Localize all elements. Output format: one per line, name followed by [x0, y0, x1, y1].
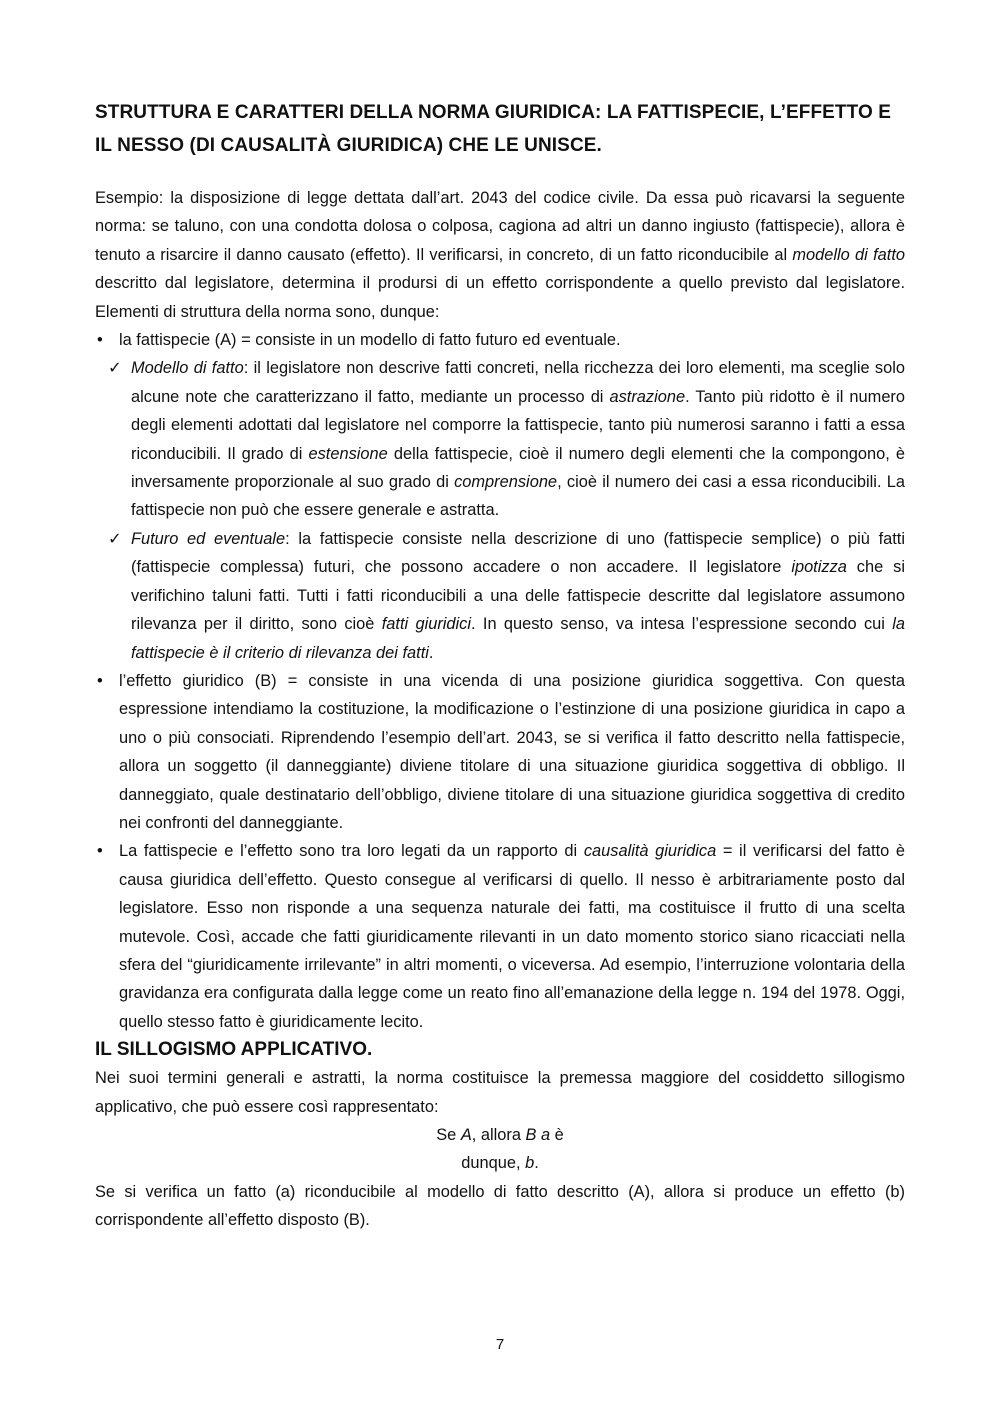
- check-icon: ✓: [108, 529, 122, 548]
- check-item-emphasis: Modello di fatto: [131, 359, 244, 378]
- intro-paragraph: [95, 184, 905, 326]
- check-item-text: della fattispecie, cioè il numero degli elementi che la compongono, è inversamente proporzionale al suo grado di: [131, 444, 906, 492]
- check-item-emphasis: comprensione: [454, 473, 558, 492]
- intro-emphasis: modello di fatto: [792, 245, 905, 264]
- check-item-emphasis: ipotizza: [791, 558, 847, 577]
- check-item-modello: [95, 354, 905, 524]
- check-item-emphasis: la fattispecie è il criterio di rilevanza dei fatti: [131, 615, 905, 662]
- formula-text: è: [550, 1126, 564, 1144]
- bullet-marker: •: [97, 331, 103, 350]
- check-item-text: . Tanto più ridotto è il numero degli elementi adottati dal legislatore nel comporre la fattispecie, tanto più numerosi saranno i fatti a essa riconducibili. Il grado di: [131, 387, 906, 463]
- document-page: [95, 96, 905, 1235]
- list-item-emphasis: causalità giuridica: [583, 842, 717, 861]
- formula-text: , allora: [471, 1126, 526, 1144]
- formula-text: .: [534, 1154, 539, 1173]
- list-item-text: = il verificarsi del fatto è causa giuridica dell’effetto. Questo consegue al verificarsi di quello. Il nesso è arbitrariamente posto dal legislatore. Esso non risponde a una sequenza naturale dei fatti, ma costituisce il frutto di una scelta mutevole. Così, accade che fatti giuridicamente rilevanti in un dato momento storico siano ricacciati nella sfera del “giuridicamente irrilevante” in altri momenti, o viceversa. Ad esempio, l’interruzione volontaria della gravidanza era configurata dalla legge come un reato fino all’emanazione della legge n. 194 del 1978. Oggi, quello stesso fatto è giuridicamente lecito.: [119, 842, 905, 1031]
- list-item-fattispecie: [95, 326, 905, 354]
- list-item-causalita: [95, 837, 905, 1036]
- list-item-effetto: [95, 667, 905, 837]
- check-item-futuro: [95, 525, 905, 667]
- intro-text-end: descritto dal legislatore, determina il prodursi di un effetto corrispondente a quello previsto dal legislatore. Elementi di struttura della norma sono, dunque:: [95, 274, 905, 321]
- check-item-emphasis: estensione: [308, 444, 388, 463]
- formula-text: dunque,: [461, 1154, 526, 1173]
- check-item-text: .: [428, 643, 434, 662]
- bullet-marker: •: [97, 671, 103, 690]
- bullet-marker: •: [97, 842, 103, 861]
- list-item-text: La fattispecie e l’effetto sono tra loro legati da un rapporto di: [119, 842, 584, 861]
- formula-var: A: [460, 1126, 472, 1144]
- list-item-text: l’effetto giuridico (B) = consiste in una vicenda di una posizione giuridica soggettiva. Con questa espressione intendiamo la costituzione, la modificazione o l’estinzione di una posizione giuridica in capo a uno o più consociati. Riprendendo l’esempio dell’art. 2043, se si verifica il fatto descritto nella fattispecie, allora un soggetto (il danneggiante) diviene titolare di una situazione giuridica soggettiva di obbligo. Il danneggiato, quale destinatario dell’obbligo, diviene titolare di una situazione giuridica soggettiva di credito nei confronti del danneggiante.: [119, 671, 905, 832]
- subsection-heading: IL SILLOGISMO APPLICATIVO.: [95, 1039, 373, 1061]
- formula-var: b: [525, 1154, 535, 1173]
- list-item-text: la fattispecie (A) = consiste in un modello di fatto futuro ed eventuale.: [119, 331, 621, 350]
- formula-line-2: [95, 1149, 905, 1177]
- page-number: 7: [495, 1336, 505, 1353]
- check-item-text: : il legislatore non descrive fatti concreti, nella ricchezza dei loro elementi, ma sceglie solo alcune note che caratterizzano il fatto, mediante un processo di: [131, 359, 905, 406]
- syllogism-paragraph: Nei suoi termini generali e astratti, la norma costituisce la premessa maggiore del cosiddetto sillogismo applicativo, che può essere così rappresentato:: [95, 1069, 905, 1116]
- check-item-emphasis: Futuro ed eventuale: [131, 529, 286, 548]
- conclusion-paragraph: Se si verifica un fatto (a) riconducibile al modello di fatto descritto (A), allora si produce un effetto (b) corrispondente all’effetto disposto (B).: [95, 1182, 905, 1230]
- check-item-text: , cioè il numero dei casi a essa riconducibili. La fattispecie non può che essere generale e astratta.: [131, 473, 905, 520]
- structure-list: [95, 326, 905, 1036]
- formula-var: B a: [525, 1126, 551, 1144]
- check-item-emphasis: fatti giuridici: [381, 615, 472, 634]
- intro-text: Esempio: la disposizione di legge dettata dall’art. 2043 del codice civile. Da essa può ricavarsi la seguente norma: se taluno, con una condotta dolosa o colposa, cagiona ad altri un danno ingiusto (fattispecie), allora è tenuto a risarcire il danno causato (effetto). Il verificarsi, in concreto, di un fatto riconducibile al: [95, 189, 905, 264]
- check-item-text: che si verifichino taluni fatti. Tutti i fatti riconducibili a una delle fattispecie descritte dal legislatore assumono rilevanza per il diritto, sono cioè: [131, 558, 905, 634]
- formula-line-1: [95, 1121, 905, 1149]
- check-item-emphasis: astrazione: [609, 387, 686, 406]
- check-item-text: . In questo senso, va intesa l’espressione secondo cui: [471, 615, 893, 634]
- check-icon: ✓: [108, 359, 122, 378]
- formula-text: Se: [436, 1126, 461, 1144]
- section-heading: STRUTTURA E CARATTERI DELLA NORMA GIURIDICA: LA FATTISPECIE, L’EFFETTO E IL NESSO (DI CAUSALITÀ GIURIDICA) CHE LE UNISCE.: [95, 102, 892, 156]
- check-item-text: : la fattispecie consiste nella descrizione di uno (fattispecie semplice) o più fatti (fattispecie complessa) futuri, che possono accadere o non accadere. Il legislatore: [131, 529, 906, 577]
